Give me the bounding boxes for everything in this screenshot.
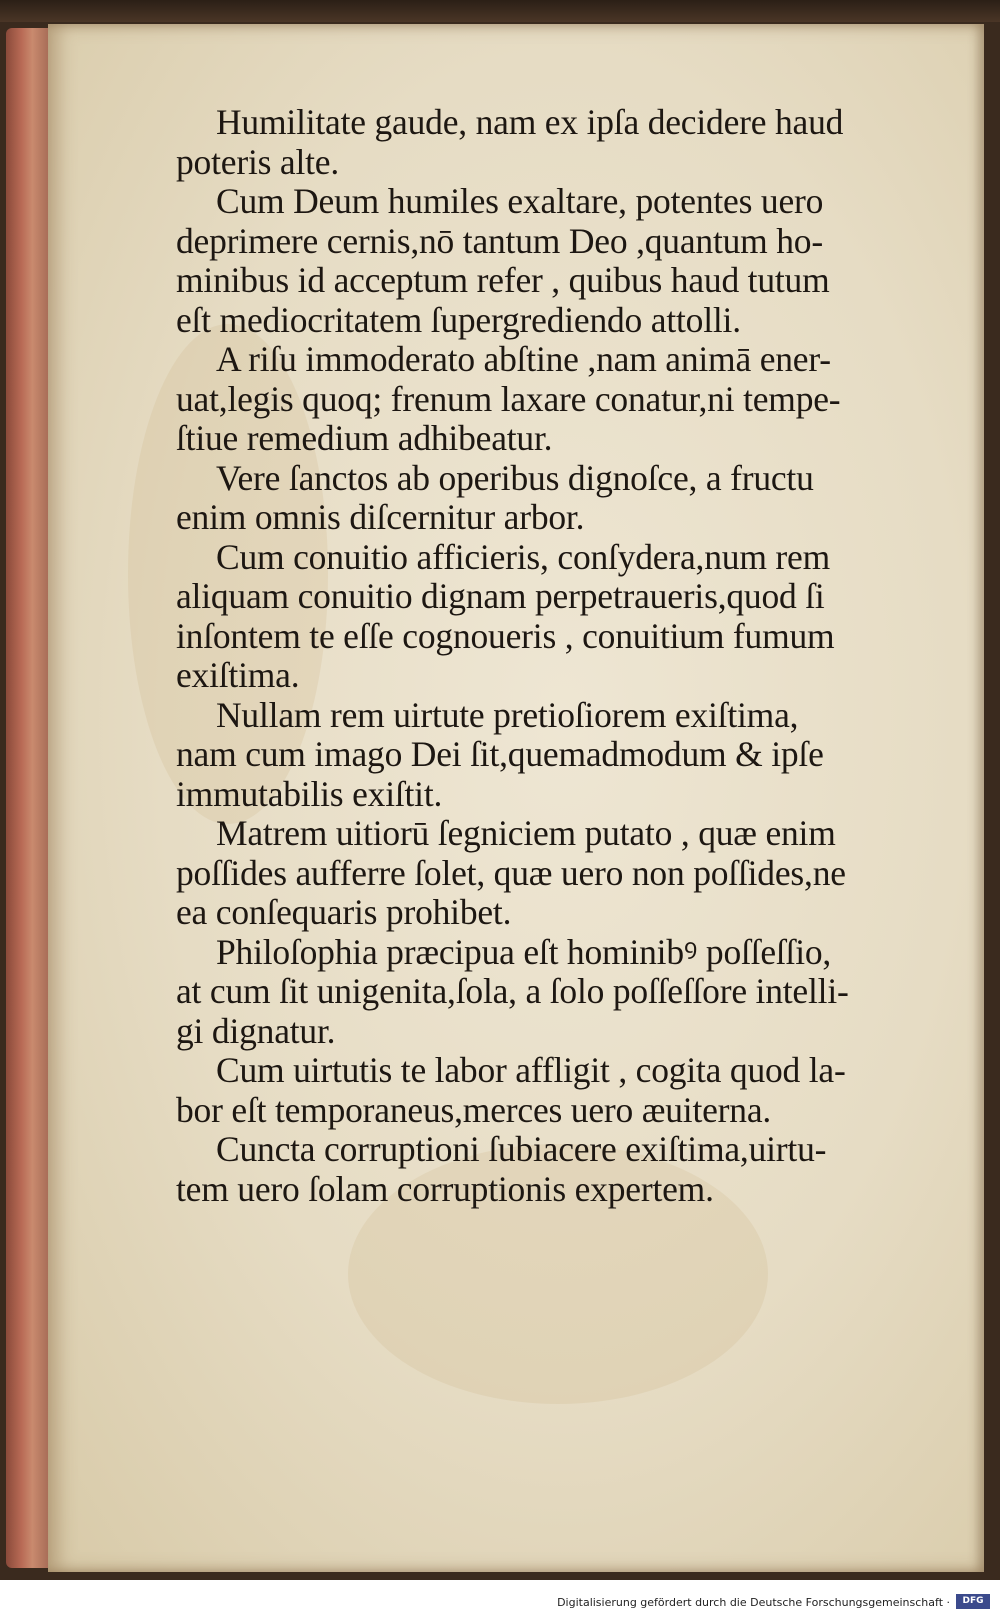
text-line: at cum ſit unigenita,ſola, a ſolo poſſeſſore intelli- — [176, 971, 849, 1011]
text-line: poteris alte. — [176, 141, 340, 182]
text-line: Matrem uitiorū ſegniciem putato , quæ enim — [216, 813, 836, 853]
text-line: Humilitate gaude, nam ex ipſa decidere haud — [216, 102, 844, 142]
text-line: aliquam conuitio dignam perpetraueris,quod ſi — [176, 576, 825, 616]
text-line: Cum conuitio afficieris, conſydera,num rem — [216, 536, 830, 577]
text-line: ea conſequaris prohibet. — [176, 892, 512, 932]
text-line: exiſtima. — [176, 655, 300, 695]
text-line: tem uero ſolam corruptionis expertem. — [176, 1168, 714, 1209]
text-line: Nullam rem uirtute pretioſiorem exiſtima, — [216, 694, 799, 735]
text-line: bor eſt temporaneus,merces uero æuiterna. — [176, 1089, 772, 1130]
book-page-edges — [6, 28, 50, 1568]
text-line: Vere ſanctos ab operibus dignoſce, a fructu — [216, 457, 814, 498]
text-line: A riſu immoderato abſtine ,nam animā ener- — [216, 339, 831, 379]
text-line: Cum Deum humiles exaltare, potentes uero — [216, 181, 824, 221]
book-top-edge — [0, 0, 1000, 22]
text-line: Cuncta corruptioni ſubiacere exiſtima,uirtu- — [216, 1129, 827, 1169]
text-line: gi dignatur. — [176, 1010, 336, 1051]
digitization-credit: Digitalisierung gefördert durch die Deutsche Forschungsgemeinschaft · — [557, 1596, 950, 1609]
text-line: ſtiue remedium adhibeatur. — [176, 418, 553, 458]
text-line: Philoſophia præcipua eſt hominibꝰ poſſeſſio, — [216, 931, 832, 972]
text-line: minibus id acceptum refer , quibus haud tutum — [176, 260, 830, 300]
footer — [0, 1580, 1000, 1617]
text-line: uat,legis quoq; frenum laxare conatur,ni tempe- — [176, 378, 841, 419]
text-line: enim omnis diſcernitur arbor. — [176, 497, 585, 537]
dfg-logo[interactable]: DFG — [956, 1594, 990, 1609]
page-text — [176, 103, 906, 1209]
text-line: poſſides aufferre ſolet, quæ uero non poſſides,ne — [176, 852, 846, 893]
text-line: Cum uirtutis te labor affligit , cogita quod la- — [216, 1050, 846, 1090]
text-line: inſontem te eſſe cognoueris , conuitium fumum — [176, 615, 835, 656]
text-line: eſt mediocritatem ſupergrediendo attolli. — [176, 299, 741, 340]
text-line: immutabilis exiſtit. — [176, 773, 443, 814]
text-line: deprimere cernis,nō tantum Deo ,quantum ho- — [176, 220, 823, 261]
text-line: nam cum imago Dei ſit,quemadmodum & ipſe — [176, 734, 824, 774]
